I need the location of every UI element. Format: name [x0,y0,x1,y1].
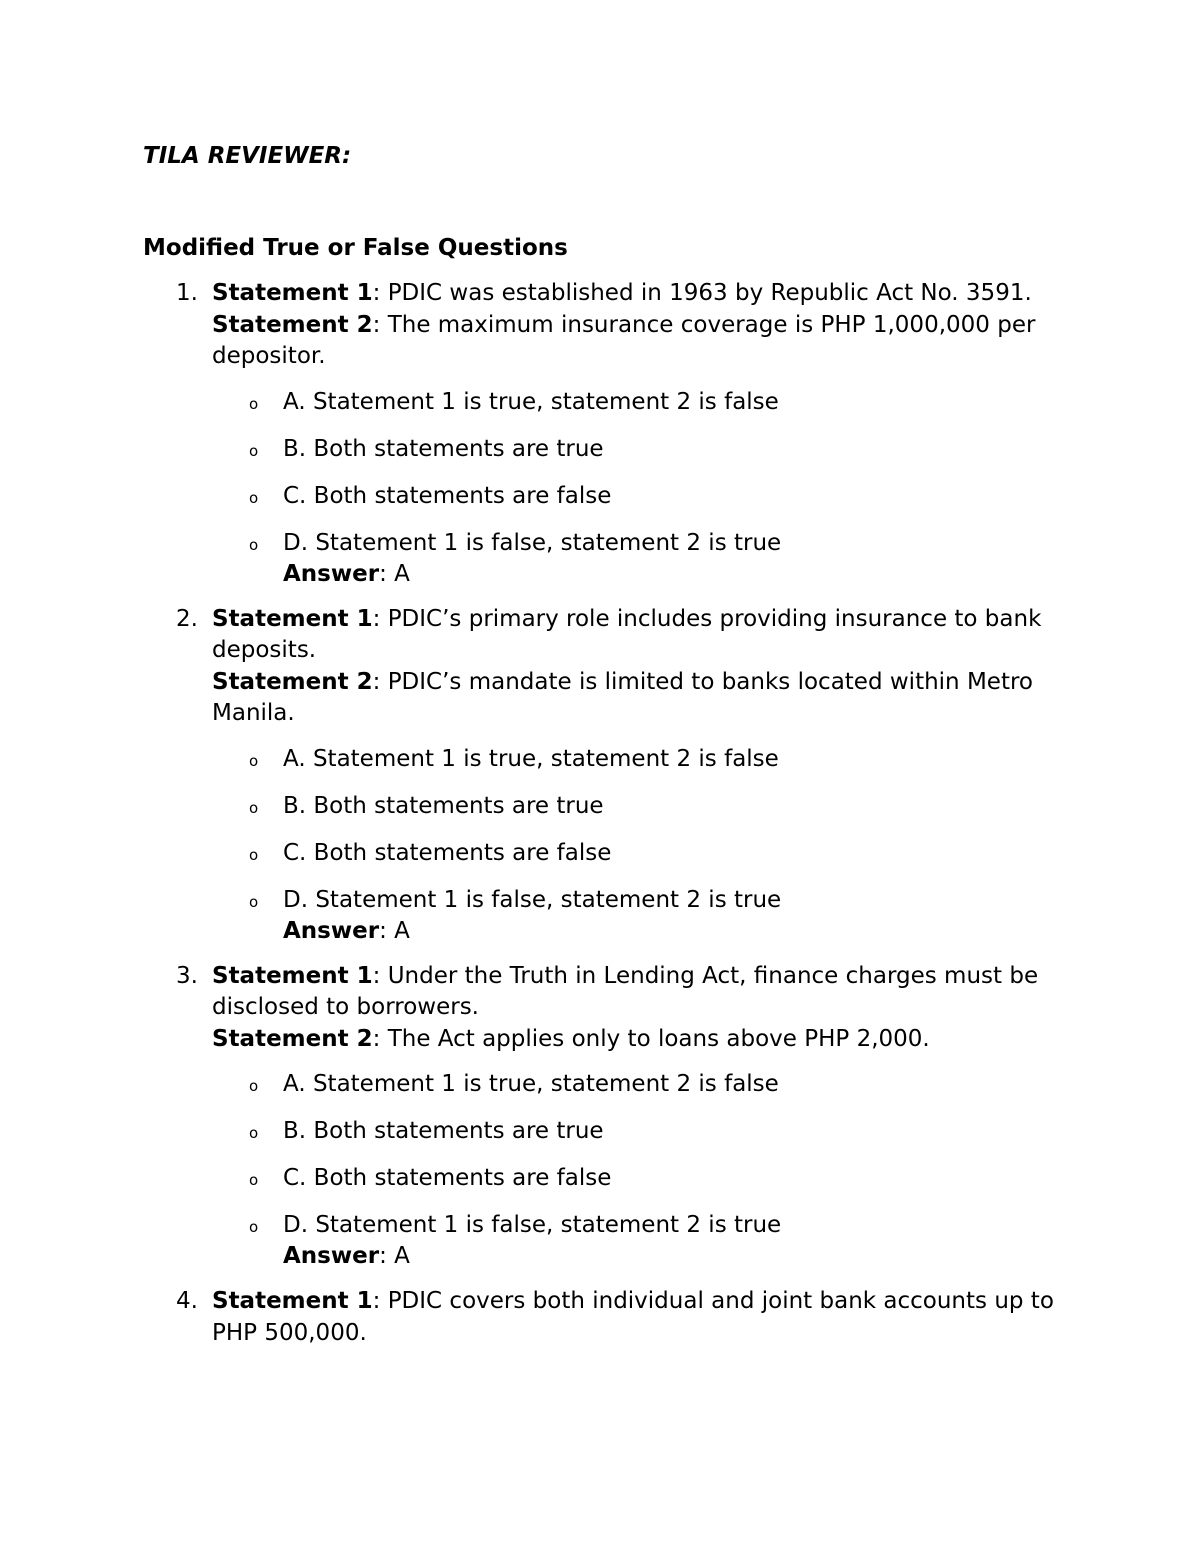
statement-1: Statement 1: PDIC was established in 1963 by Republic Act No. 3591. [212,280,1032,306]
statement-1-label: Statement 1 [212,280,373,306]
bullet-icon: o [249,441,259,460]
option-text: A. Statement 1 is true, statement 2 is false [283,388,779,415]
statement-2-text: The Act applies only to loans above PHP 2,000. [387,1025,930,1052]
statement-1-label: Statement 1 [212,1288,373,1314]
answer-value: A [394,560,410,587]
option-text: D. Statement 1 is false, statement 2 is true [283,529,782,556]
statement-1-text: PDIC covers both individual and joint bank accounts up to PHP 500,000. [212,1288,1054,1346]
statement-2: Statement 2: The Act applies only to loans above PHP 2,000. [212,1025,930,1052]
option-list [212,1069,1083,1272]
option-c [212,838,1083,869]
option-list [212,744,1083,947]
statement-2-label: Statement 2 [212,311,373,338]
bullet-icon: o [249,798,259,817]
question-1 [143,278,1083,590]
question-4 [143,1286,1083,1349]
question-number: 1. [176,280,198,306]
option-text: A. Statement 1 is true, statement 2 is false [283,1071,779,1097]
option-d [212,528,1083,590]
option-b [212,791,1083,822]
statement-2-text: PDIC’s mandate is limited to banks located within Metro Manila. [212,668,1033,726]
bullet-icon: o [249,1171,259,1189]
option-a [212,744,1083,775]
document-page [143,140,1083,1363]
document-title: TILA REVIEWER: [143,143,352,169]
question-2 [143,604,1083,947]
statement-2-label: Statement 2 [212,1025,373,1052]
answer-label: Answer [283,917,380,944]
statement-2: Statement 2: The maximum insurance coverage is PHP 1,000,000 per depositor. [212,311,1036,369]
option-d [212,885,1083,947]
bullet-icon: o [249,1077,259,1095]
option-d [212,1210,1083,1272]
statement-2-label: Statement 2 [212,668,373,695]
answer-value: A [394,917,410,944]
statement-1-text: Under the Truth in Lending Act, finance charges must be disclosed to borrowers. [212,962,1039,1020]
question-list [143,278,1083,1349]
option-c [212,1163,1083,1194]
option-text: C. Both statements are false [283,482,612,509]
bullet-icon: o [249,535,259,554]
bullet-icon: o [249,892,259,911]
section-heading: Modified True or False Questions [143,235,568,261]
option-text: C. Both statements are false [283,839,612,866]
option-a [212,387,1083,418]
option-text: A. Statement 1 is true, statement 2 is false [283,745,779,772]
option-c [212,481,1083,512]
statement-1-text: PDIC was established in 1963 by Republic Act No. 3591. [387,280,1032,306]
bullet-icon: o [249,394,259,413]
question-number: 4. [176,1288,198,1314]
bullet-icon: o [249,751,259,770]
option-b [212,1116,1083,1147]
answer-line: Answer: A [283,560,410,587]
option-text: C. Both statements are false [283,1165,612,1191]
question-3 [143,961,1083,1273]
option-text: B. Both statements are true [283,435,604,462]
bullet-icon: o [249,1218,259,1236]
answer-line: Answer: A [283,1243,410,1269]
answer-line: Answer: A [283,917,410,944]
question-number: 3. [176,962,198,989]
option-text: B. Both statements are true [283,792,604,819]
bullet-icon: o [249,1124,259,1142]
statement-1-label: Statement 1 [212,962,373,989]
statement-1-text: PDIC’s primary role includes providing insurance to bank deposits. [212,605,1042,663]
statement-2: Statement 2: PDIC’s mandate is limited to banks located within Metro Manila. [212,668,1033,726]
option-text: D. Statement 1 is false, statement 2 is true [283,886,782,913]
answer-label: Answer [283,1243,380,1269]
option-list [212,387,1083,590]
option-text: D. Statement 1 is false, statement 2 is true [283,1212,782,1238]
bullet-icon: o [249,845,259,864]
statement-2-text: The maximum insurance coverage is PHP 1,000,000 per depositor. [212,311,1036,369]
option-b [212,434,1083,465]
statement-1: Statement 1: Under the Truth in Lending Act, finance charges must be disclosed to borrowers. [212,962,1039,1020]
option-text: B. Both statements are true [283,1118,604,1144]
statement-1: Statement 1: PDIC covers both individual and joint bank accounts up to PHP 500,000. [212,1288,1054,1346]
option-a [212,1069,1083,1100]
answer-label: Answer [283,560,380,587]
statement-1: Statement 1: PDIC’s primary role includes providing insurance to bank deposits. [212,605,1042,663]
answer-value: A [394,1243,410,1269]
statement-1-label: Statement 1 [212,605,373,632]
question-number: 2. [176,605,198,632]
bullet-icon: o [249,488,259,507]
